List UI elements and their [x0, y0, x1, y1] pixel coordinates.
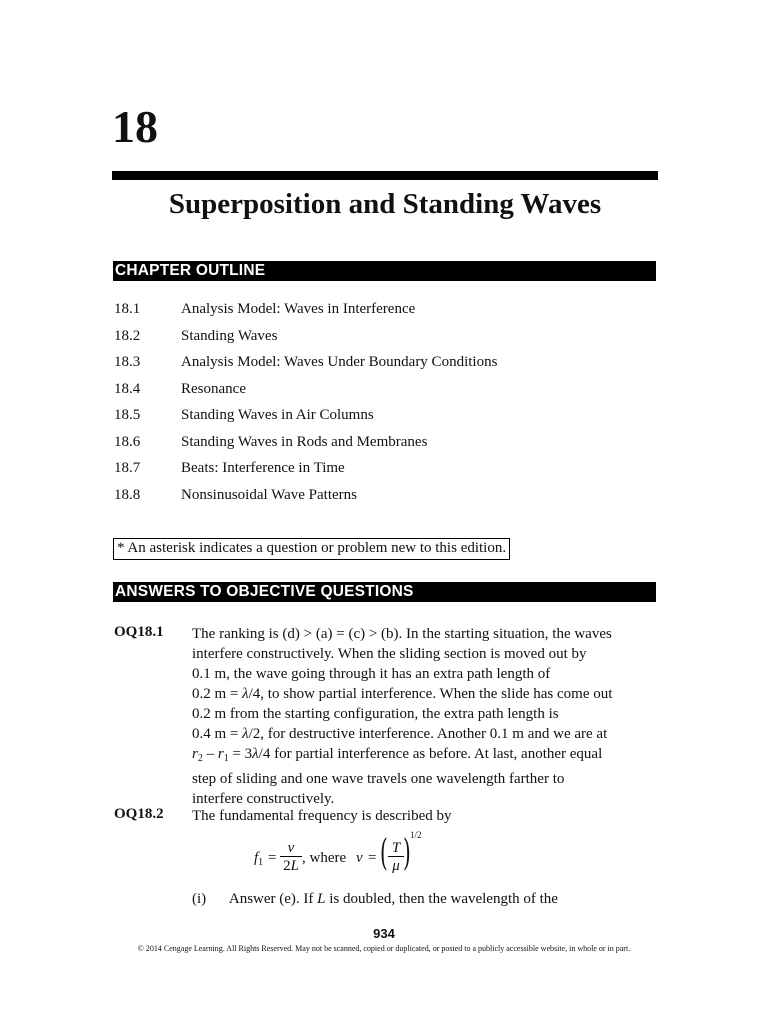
answer-line: interfere constructively. When the sliding section is moved out by: [192, 646, 587, 662]
outline-item-number: 18.8: [114, 486, 141, 503]
answer-line: [192, 744, 662, 769]
outline-item-number: 18.7: [114, 460, 141, 476]
subscript: 2: [197, 753, 203, 764]
formula-v: v: [356, 850, 363, 866]
question-label: OQ18.1: [114, 624, 164, 640]
text-run: = 3: [228, 746, 253, 762]
text-run: Answer (e). If: [228, 891, 318, 907]
text-run: 0.4 m =: [192, 726, 243, 742]
r-symbol: r: [192, 746, 198, 762]
text-run: /2, for destructive interference. Another 0.1 m and we are at: [248, 726, 608, 742]
outline-item-title: Nonsinusoidal Wave Patterns: [181, 486, 357, 503]
formula-fraction: [388, 840, 404, 875]
formula-equals: =: [268, 850, 277, 866]
answer-subitem-i: [192, 889, 558, 909]
fundamental-frequency-formula: [254, 830, 454, 882]
text-run: is doubled, then the wavelength of the: [325, 891, 558, 907]
outline-item: [114, 378, 654, 405]
formula-exponent: 1/2: [410, 830, 422, 840]
subscript: 1: [223, 753, 229, 764]
answer-line: The ranking is (d) > (a) = (c) > (b). In the starting situation, the waves: [192, 626, 612, 642]
copyright-notice: © 2014 Cengage Learning. All Rights Reserved. May not be scanned, copied or duplicated, or posted to a publicly accessible website, in whole or in part.: [137, 944, 631, 953]
chapter-rule: [112, 171, 658, 180]
formula-fraction: [280, 840, 302, 875]
outline-item-number: 18.3: [114, 354, 141, 370]
answer-line: [192, 724, 662, 744]
outline-item-number: 18.2: [114, 327, 141, 344]
subitem-label: (i): [192, 891, 207, 907]
answers-heading: ANSWERS TO OBJECTIVE QUESTIONS: [113, 582, 656, 602]
answer-line: step of sliding and one wave travels one wavelength farther to: [192, 771, 565, 787]
subitem-text: [229, 891, 558, 907]
outline-item-title: Resonance: [181, 380, 246, 397]
fraction-denominator: μ: [392, 858, 400, 874]
outline-item-title: Analysis Model: Waves in Interference: [181, 301, 416, 317]
right-paren: ): [403, 833, 411, 874]
answer-line: 0.2 m from the starting configuration, the extra path length is: [192, 706, 559, 722]
outline-item-number: 18.5: [114, 407, 141, 423]
outline-item-title: Standing Waves in Rods and Membranes: [181, 433, 428, 450]
answer-text: [192, 806, 662, 826]
outline-item-number: 18.1: [114, 301, 141, 317]
chapter-title: Superposition and Standing Waves: [168, 188, 602, 220]
outline-item: [114, 298, 654, 325]
answer-line: The fundamental frequency is described by: [192, 808, 452, 824]
outline-item-title: Beats: Interference in Time: [181, 460, 345, 476]
chapter-outline-heading: CHAPTER OUTLINE: [113, 261, 656, 281]
outline-item: [114, 351, 654, 378]
formula-equals: =: [368, 850, 377, 866]
outline-item: [114, 457, 654, 484]
formula-f: [254, 850, 263, 868]
outline-item-title: Analysis Model: Waves Under Boundary Conditions: [181, 354, 498, 370]
answer-line: [192, 684, 662, 704]
text-run: /4 for partial interference as before. At last, another equal: [258, 746, 603, 762]
subscript: 1: [258, 857, 264, 868]
outline-item: [114, 431, 654, 458]
lambda-symbol: λ: [252, 746, 259, 762]
text-run: 0.2 m =: [192, 686, 243, 702]
L-symbol: L: [317, 891, 326, 907]
left-paren: (: [380, 833, 388, 874]
fraction-numerator: v: [287, 840, 295, 856]
outline-item-title: Standing Waves: [181, 327, 278, 344]
lambda-symbol: λ: [242, 686, 249, 702]
outline-item: [114, 404, 654, 431]
outline-item-number: 18.6: [114, 433, 141, 450]
asterisk-note: * An asterisk indicates a question or problem new to this edition.: [113, 538, 510, 560]
outline-item: [114, 325, 654, 352]
fraction-numerator: T: [391, 840, 401, 856]
r-symbol: r: [217, 746, 224, 762]
text-run: –: [202, 746, 218, 762]
f-symbol: f: [254, 850, 259, 866]
fraction-denominator: 2L: [283, 858, 299, 874]
answer-line: interfere constructively.: [192, 791, 335, 807]
answer-line: 0.1 m, the wave going through it has an extra path length of: [192, 666, 551, 682]
page-number: 934: [373, 926, 395, 941]
outline-item-title: Standing Waves in Air Columns: [181, 407, 374, 423]
lambda-symbol: λ: [242, 726, 249, 742]
question-label: OQ18.2: [114, 806, 164, 822]
text-run: /4, to show partial interference. When the slide has come out: [248, 686, 613, 702]
outline-item: [114, 484, 654, 511]
outline-item-number: 18.4: [114, 380, 141, 397]
answer-text: [192, 624, 662, 809]
formula-where: , where: [302, 850, 350, 866]
chapter-number: 18: [112, 101, 158, 152]
chapter-outline-list: [114, 298, 654, 510]
